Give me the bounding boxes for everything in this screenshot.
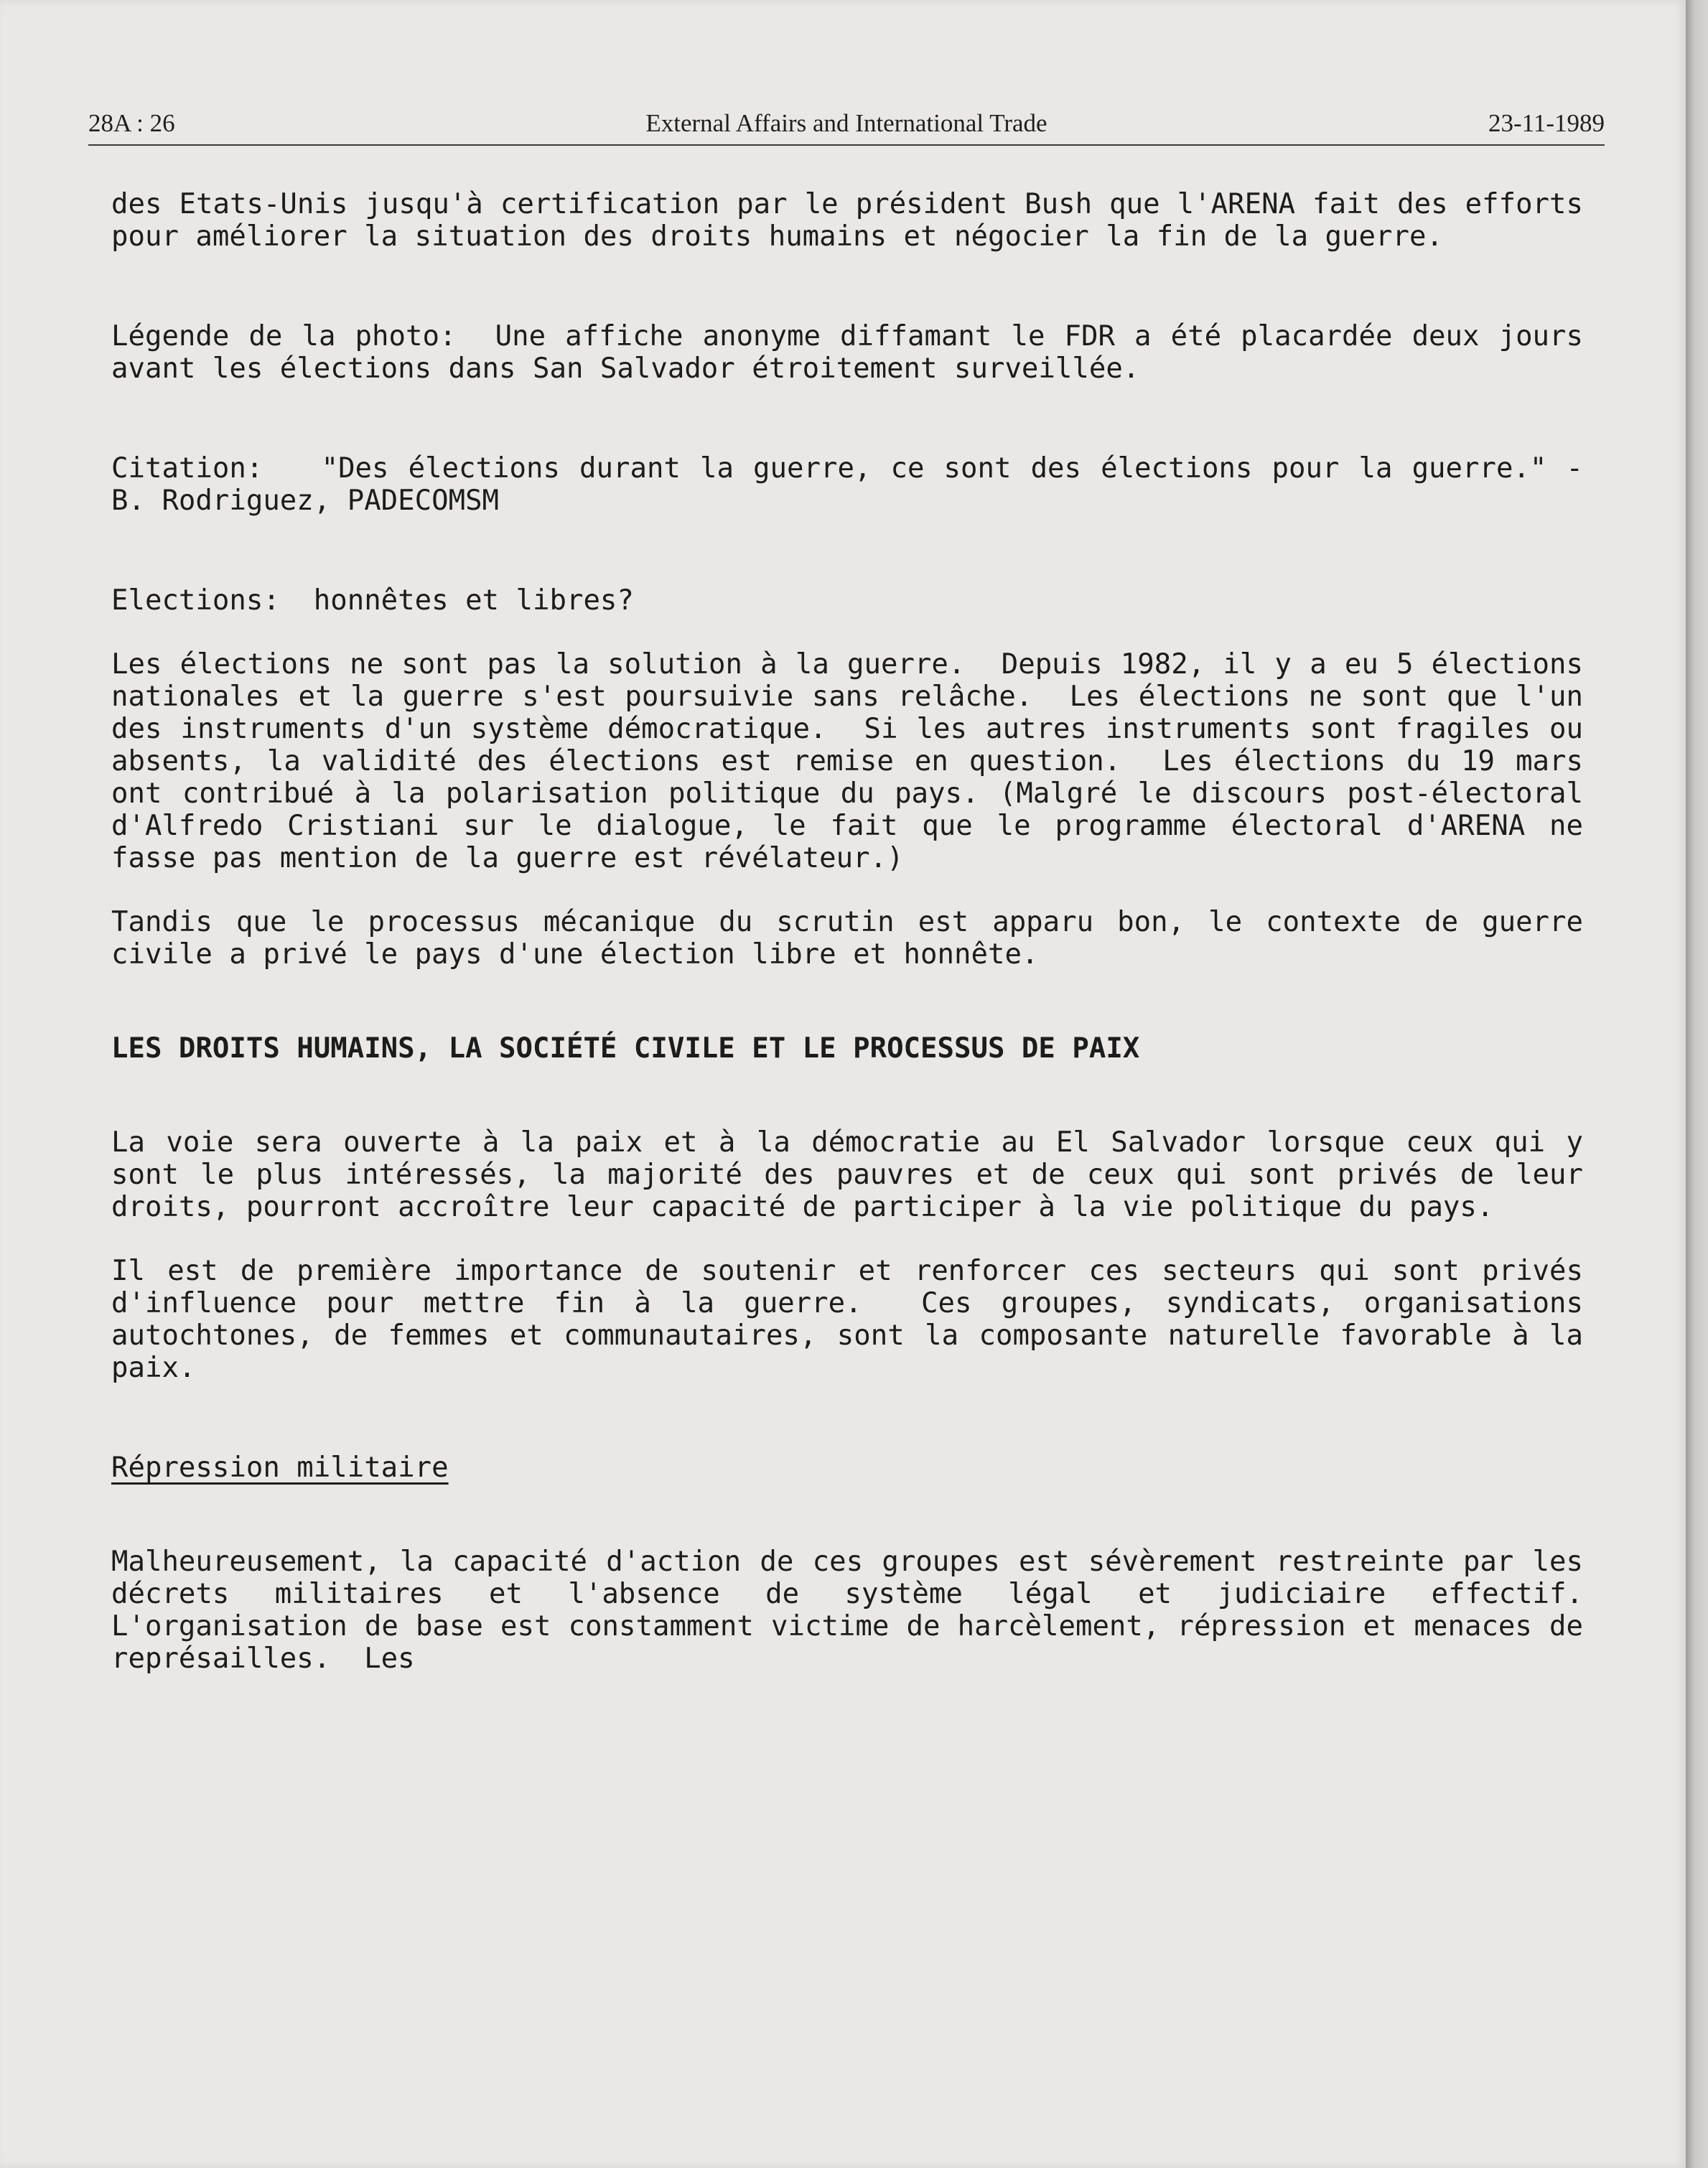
paragraph-peace: La voie sera ouverte à la paix et à la démocratie au El Salvador lorsque ceux qui y sont le plus intéressés, la majorité des pauvres et de ceux qui sont privés de leur droits, pourront accroître leur capacité de participer à la vie politique du pays. — [111, 1126, 1600, 1223]
subheading-repression: Répression militaire — [111, 1452, 449, 1484]
paragraph-gap — [111, 874, 1583, 906]
page-edge — [1686, 0, 1708, 2168]
paragraph-gap — [111, 385, 1583, 452]
photo-caption: Légende de la photo: Une affiche anonyme diffamant le FDR a été placardée deux jours avant les élections dans San Salvador étroitement surveillée. — [111, 320, 1600, 385]
paragraph-process: Tandis que le processus mécanique du scrutin est apparu bon, le contexte de guerre civile a privé le pays d'une élection libre et honnête. — [111, 906, 1600, 971]
paragraph-continuation: des Etats-Unis jusqu'à certification par le président Bush que l'ARENA fait des efforts pour améliorer la situation des droits humains et négocier la fin de la guerre. — [111, 188, 1600, 253]
paragraph-gap — [111, 971, 1583, 1032]
document-body — [111, 188, 1617, 1675]
paragraph-gap — [111, 517, 1583, 584]
paragraph-support: Il est de première importance de soutenir et renforcer ces secteurs qui sont privés d'influence pour mettre fin à la guerre. Ces groupes, syndicats, organisations autochtones, de femmes et communautaires, sont la composante naturelle favorable à la paix. — [111, 1255, 1600, 1384]
publication-title: External Affairs and International Trade — [645, 109, 1047, 137]
quotation: Citation: "Des élections durant la guerre, ce sont des élections pour la guerre." - B. Rodriguez, PADECOMSM — [111, 452, 1600, 517]
page-header — [88, 109, 1605, 145]
paragraph-gap — [111, 253, 1583, 320]
section-heading: LES DROITS HUMAINS, LA SOCIÉTÉ CIVILE ET LE PROCESSUS DE PAIX — [111, 1032, 1140, 1065]
paragraph-gap — [111, 617, 1583, 648]
paragraph-gap — [111, 1484, 1583, 1546]
paragraph-gap — [111, 1065, 1583, 1126]
publication-date: 23-11-1989 — [1488, 109, 1605, 137]
paragraph-gap — [111, 1223, 1583, 1255]
paragraph-repression: Malheureusement, la capacité d'action de ces groupes est sévèrement restreinte par les décrets militaires et l'absence de système légal et judiciaire effectif. L'organisation de base est constamment victime de harcèlement, répression et menaces de représailles. Les — [111, 1546, 1617, 1675]
paragraph-gap — [111, 1384, 1583, 1452]
page-number: 28A : 26 — [88, 109, 175, 137]
header-rule — [88, 144, 1605, 146]
elections-heading: Elections: honnêtes et libres? — [111, 584, 634, 617]
paragraph-elections: Les élections ne sont pas la solution à la guerre. Depuis 1982, il y a eu 5 élections nationales et la guerre s'est poursuivie sans relâche. Les élections ne sont que l'un des instruments d'un système démocratique. Si les autres instruments sont fragiles ou absents, la validité des élections est remise en question. Les élections du 19 mars ont contribué à la polarisation politique du pays. (Malgré le discours post-électoral d'Alfredo Cristiani sur le dialogue, le fait que le programme électoral d'ARENA ne fasse pas mention de la guerre est révélateur.) — [111, 648, 1600, 874]
